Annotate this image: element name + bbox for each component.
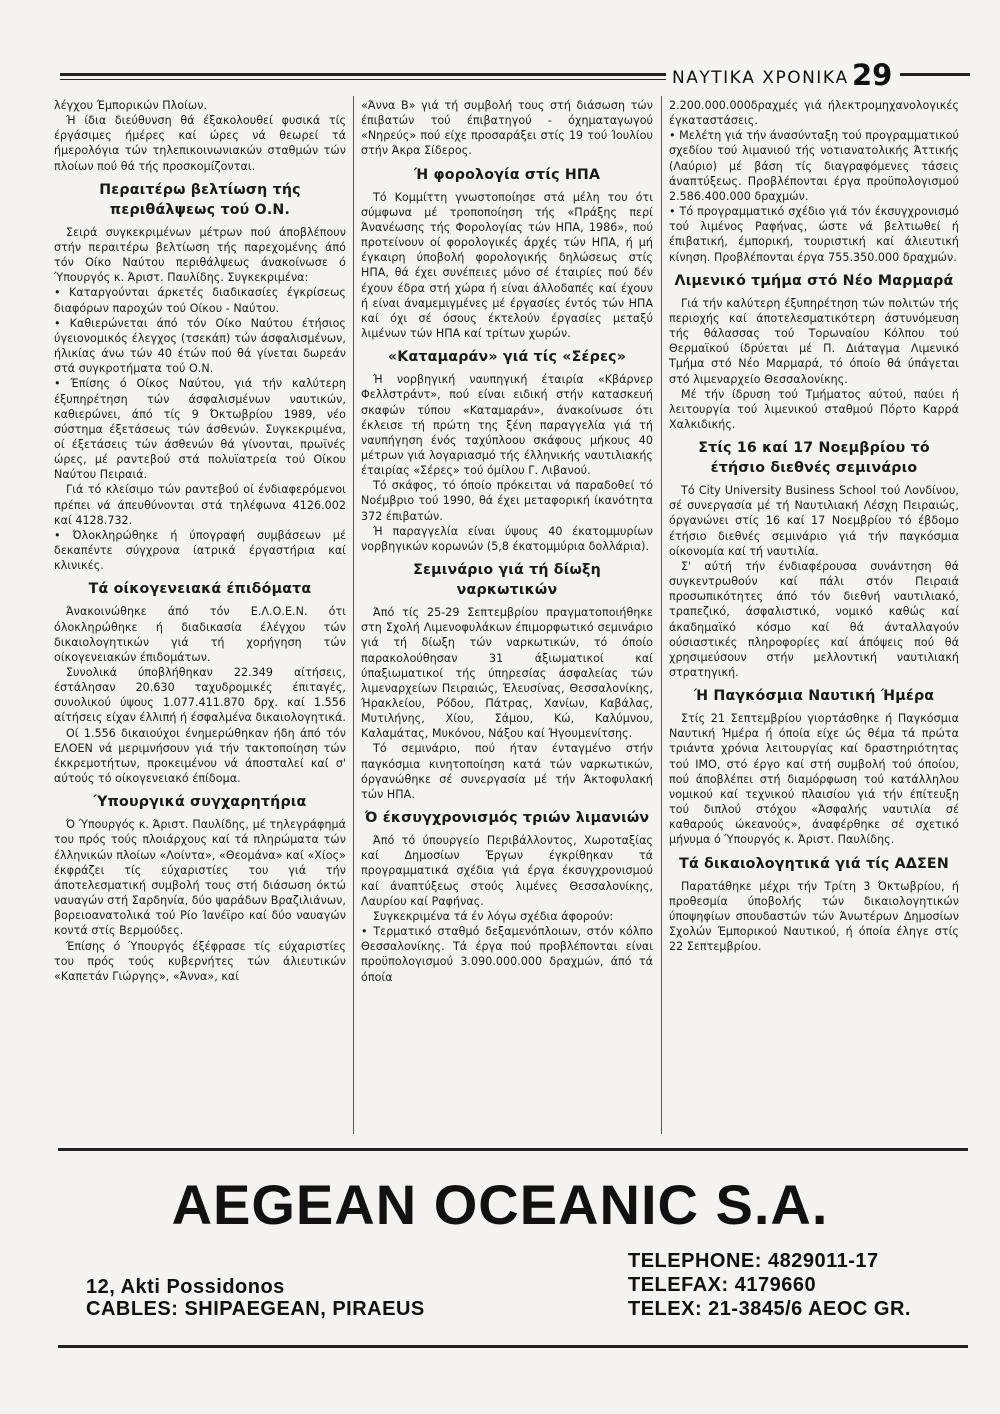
article-column-2 <box>361 98 653 1142</box>
paragraph: Τό σκάφος, τό όποίο πρόκειται νά παραδοθεί τό Νοέμβριο τού 1990, θά έχει μεταφορική ίκανότητα 372 έπιβατών. <box>361 479 653 523</box>
section-heading: Στίς 16 καί 17 Νοεμβρίου τό έτήσιο διεθνές σεμινάριο <box>698 440 930 477</box>
section-heading: Ή Παγκόσμια Ναυτική Ήμέρα <box>693 688 935 705</box>
ad-bottom-rule <box>58 1345 968 1348</box>
paragraph: Παρατάθηκε μέχρι τήν Τρίτη 3 Όκτωβρίου, ή προθεσμία ύποβολής τών δικαιολογητικών ύποψηφίων σπουδαστών τών Άνωτέρων Δημοσίων Σχολών Έμπορικού Ναυτικού, ή όποία έληγε στίς 22 Σεπτεμβρίου. <box>669 879 959 954</box>
paragraph: Συνολικά ύποβλήθηκαν 22.349 αίτήσεις, έστάλησαν 20.630 ταχυδρομικές έπιταγές, συνολικού ύψους 1.077.411.870 δρχ. καί 1.556 αίτήσεις είχαν έλλιπή ή έσφαλμένα δικαιολογητικά. <box>54 666 346 725</box>
bullet-paragraph: • Τερματικό σταθμό δεξαμενόπλοιων, στόν κόλπο Θεσσαλονίκης. Τά έργα πού προβλέπονται είναι προϋπολογισμού 3.090.000.000 δραχμών, άπό τά όποία <box>361 925 653 984</box>
paragraph: Σειρά συγκεκριμένων μέτρων πού άποβλέπουν στήν περαιτέρω βελτίωση τής παρεχομένης άπό τόν Οίκο Ναύτου περιθάλψεως άνακοίνωσε ό Ύπουργός κ. Άριστ. Παυλίδης. Συγκεκριμένα: <box>54 225 346 285</box>
paragraph: Άνακοινώθηκε άπό τόν Ε.Λ.Ο.Ε.Ν. ότι όλοκληρώθηκε ή διαδικασία έλέγχου τών δικαιολογητικών γιά τή χορήγηση τών οίκογενειακών έπιδομάτων. <box>54 605 346 664</box>
bullet-paragraph: • Μελέτη γιά τήν άνασύνταξη τού προγραμματικού σχεδίου τού λιμανιού τής νοτιανατολικής Άττικής (Λαύριο) μέ βάση τίς διαγραφόμενες τάσεις άναπτύξεως. Προβλέπονται έργα προϋπολογισμού 2.586.400.000 δραχμών. <box>669 129 959 203</box>
paragraph: Τό City University Business School τού Λονδίνου, σέ συνεργασία μέ τή Ναυτιλιακή Λέσχη Πειραιώς, όργανώνει στίς 16 καί 17 Νοεμβρίου τό έβδομο έτήσιο διεθνές σεμινάριο γιά τήν παγκόσμια οίκονομία καί τή ναυτιλία. <box>669 484 959 558</box>
section-heading: Λιμενικό τμήμα στό Νέο Μαρμαρά <box>674 272 954 289</box>
masthead-rule-right <box>900 73 970 76</box>
paragraph: Ή παραγγελία είναι ύψους 40 έκατομμυρίων νορβηγικών κορωνών (5,8 έκατομμύρια δολλάρια). <box>361 524 653 553</box>
bullet-paragraph: • Όλοκληρώθηκε ή ύπογραφή συμβάσεων μέ δεκαπέντε σύγχρονα ίατρικά έργαστήρια καί κλινικές. <box>54 528 346 573</box>
section-heading: Ύπουργικά συγχαρητήρια <box>93 794 307 811</box>
masthead-rule-left <box>60 73 666 76</box>
page-number: 29 <box>852 58 893 92</box>
paragraph: λέγχου Έμπορικών Πλοίων. <box>54 99 208 112</box>
paragraph: Ό Ύπουργός κ. Άριστ. Παυλίδης, μέ τηλεγράφημά του πρός τούς πλοιάρχους καί τά πληρώματα τών έλληνικών πλοίων «Λοίντα», «Θεομάνα» καί «Χίος» έκφράζει τίς εύχαριστίες του γιά τήν άποτελεσματική συμβολή τους στή διάσωση όκτώ ναυαγών στή Σαρδηνία, δύο ψαράδων Βραζιλιάνων, βορειοανατολικά τού Ρίο Ίανέϊρο καί δύο ναυαγών κοντά στίς Βερμούδες. <box>54 818 346 938</box>
masthead-rule-left-thin <box>60 79 666 80</box>
section-heading: Σεμινάριο γιά τή δίωξη ναρκωτικών <box>413 562 601 599</box>
bullet-paragraph: • Καταργούνται άρκετές διαδικασίες έγκρίσεως διαφόρων παροχών τού Οίκου - Ναύτου. <box>54 286 346 315</box>
paragraph: 2.200.000.000δραχμές γιά ήλεκτρομηχανολογικές έγκαταστάσεις. <box>669 99 959 128</box>
ad-telex: TELEX: 21-3845/6 AEOC GR. <box>628 1298 911 1320</box>
paragraph: Έπίσης ό Ύπουργός έξέφρασε τίς εύχαριστίες του πρός τούς κυβερνήτες τών άλιευτικών «Καπετάν Γιώργης», «Άννα», καί <box>54 939 346 983</box>
bullet-paragraph: • Τό προγραμματικό σχέδιο γιά τόν έκσυγχρονισμό τού λιμένος Ραφήνας, ώστε νά βελτιωθεί ή έπιβατική, έμπορική, τουριστική καί άλιευτική κίνηση. Προβλέπονται έργα 755.350.000 δραχμών. <box>669 205 959 264</box>
ad-cables: CABLES: SHIPAEGEAN, PIRAEUS <box>86 1298 425 1320</box>
article-column-3 <box>669 98 959 1142</box>
paragraph: Συγκεκριμένα τά έν λόγω σχέδια άφορούν: <box>373 909 614 923</box>
column-divider-1 <box>353 96 354 1134</box>
ad-address: 12, Akti Possidonos <box>86 1276 285 1298</box>
paragraph: Γιά τήν καλύτερη έξυπηρέτηση τών πολιτών τής περιοχής καί άποτελεσματικότερη άστυνόμευση τής θάλασσας τού Τορωναίου Κόλπου τού Θερμαϊκού ίδρύεται μέ Π. Διάταγμα Λιμενικό Τμήμα στό Νέο Μαρμαρά, τό όποίο θά ύπάγεται στό λιμεναρχείο Θεσσαλονίκης. <box>669 296 959 386</box>
paragraph: Μέ τήν ίδρυση τού Τμήματος αύτού, παύει ή λειτουργία τού λιμενικού σταθμού Πόρτο Καρρά Χαλκιδικής. <box>669 387 959 431</box>
paragraph: Στίς 21 Σεπτεμβρίου γιορτάσθηκε ή Παγκόσμια Ναυτική Ήμέρα ή όποία είχε ώς θέμα τά πρώτα τριάντα χρόνια λειτουργίας καί δραστηριότητας τού ΙΜΟ, στό έργο καί στή συμβολή τού όποίου, πού άποβλέπει στή διαμόρφωση τού κατάλληλου νομικού καί τεχνικού πλαισίου γιά τήν έπίτευξη τού διπλού στόχου «Άσφαλής ναυτιλία σέ καθαρούς ώκεανούς», άναφέρθηκε σέ σχετικό μήνυμα ό Ύπουργός κ. Άριστ. Παυλίδης. <box>669 712 959 847</box>
paragraph: Σ' αύτή τήν ένδιαφέρουσα συνάντηση θά συγκεντρωθούν καί πάλι στόν Πειραιά προσωπικότητες άπό τόν διεθνή ναυτιλιακό, τραπεζικό, άσφαλιστικό, νομικό καθώς καί άκαδημαϊκό κόσμο καί θά άνταλλαγούν ούσιαστικές πληροφορίες καί άπόψεις πού θά χρησιμεύσουν στήν μελλοντική ναυτιλιακή στρατηγική. <box>669 559 959 679</box>
paragraph: Ή νορβηγική ναυπηγική έταιρία «Κβάρνερ Φελλστράντ», πού είναι ειδική στήν κατασκευή σκαφών τύπου «Καταμαράν», άνακοίνωσε ότι έκλεισε τή πρώτη της ξένη παραγγελία γιά τή ναυπήγηση ένός ταχύπλοου σκάφους μήκους 40 μέτρων γιά λογαριασμό τής έλληνικής ναυτιλιακής έταιρίας «Σέρες» τού όμίλου Γ. Λιβανού. <box>361 373 653 478</box>
ad-telefax: TELEFAX: 4179660 <box>628 1274 817 1296</box>
publication-title: ΝΑΥΤΙΚΑ ΧΡΟΝΙΚΑ <box>672 68 849 88</box>
ad-telephone: TELEPHONE: 4829011-17 <box>628 1250 879 1272</box>
article-column-1 <box>54 98 346 1142</box>
bullet-paragraph: • Καθιερώνεται άπό τόν Οίκο Ναύτου έτήσιος ύγειονομικός έλεγχος (τσεκάπ) τών άσφαλισμένων, ήλικίας άνω τών 40 έτών πού θά γίνεται δωρεάν στά συγκροτήματα τού Ο.Ν. <box>54 316 346 376</box>
paragraph: Τό σεμινάριο, πού ήταν ένταγμένο στήν παγκόσμια κινητοποίηση κατά τών ναρκωτικών, όργανώθηκε σέ συνεργασία μέ τήν Άκτοφυλακή τών ΗΠΑ. <box>361 742 653 801</box>
paragraph: Άπό τό ύπουργείο Περιβάλλοντος, Χωροταξίας καί Δημοσίων Έργων έγκρίθηκαν τά προγραμματικά σχέδια γιά έργα έκσυγχρονισμού καί άναπτύξεως στούς λιμένες Θεσσαλονίκης, Λαυρίου καί Ραφήνας. <box>361 834 653 908</box>
paragraph: Τό Κομμίττη γνωστοποίησε στά μέλη του ότι σύμφωνα μέ τροποποίηση τής «Πράξης περί Άνανέωσης τής Φορολογίας τών ΗΠΑ, 1986», πού προτείνουν οί φορολογικές άρχές τών ΗΠΑ, ή μή έγκαιρη ύποβολή φορολογικής δηλώσεως στίς ΗΠΑ, θά έχει συνέπειες μόνο σέ έταιρίες πού δέν έχουν έδρα στή χώρα ή είναι άλλοδαπές καί έχουν ή είναι άναμεμιγμένες μέ έργασίες έντός τών ΗΠΑ καί όχι σέ όσους έκτελούν έργασίες μεταξύ λιμένων τών ΗΠΑ καί τρίτων χωρών. <box>361 190 653 341</box>
section-heading: Ή φορολογία στίς ΗΠΑ <box>413 166 601 183</box>
paragraph: Οί 1.556 δικαιούχοι ένημερώθηκαν ήδη άπό τόν ΕΛΟΕΝ νά μεριμνήσουν γιά τήν τακτοποίηση τών έκκρεμοτήτων, προκειμένου νά άποσταλεί καί σ' αύτούς τό οίκογενειακό έπίδομα. <box>54 726 346 786</box>
section-heading: Τά δικαιολογητικά γιά τίς ΑΔΣΕΝ <box>679 855 949 872</box>
paragraph: Ή ίδια διεύθυνση θά έξακολουθεί φυσικά τίς έργάσιμες ήμέρες καί ώρες νά θεωρεί τά ήμερολόγια τών τηλεπικοινωνιακών σταθμών τών πλοίων πού θά τής προσκομίζονται. <box>54 114 346 173</box>
column-divider-2 <box>661 96 662 1134</box>
ad-company-name: AEGEAN OCEANIC S.A. <box>171 1173 829 1236</box>
section-heading: Τά οίκογενειακά έπιδόματα <box>88 581 312 598</box>
bullet-paragraph: • Έπίσης ό Οίκος Ναύτου, γιά τήν καλύτερη έξυπηρέτηση τών άσφαλισμένων ναυτικών, καθιερώνει, άπό τίς 9 Όκτωβρίου 1989, νέο σύστημα έξετάσεως τών άσθενών. Συγκεκριμένα, οί έξετάσεις τών άσθενών θά γίνονται, πρωϊνές ώρες, μέ ραντεβού στά πολυϊατρεία τού Οίκου Ναύτου Πειραιά. <box>54 377 346 482</box>
ad-top-rule <box>58 1148 968 1151</box>
paragraph: Άπό τίς 25-29 Σεπτεμβρίου πραγματοποιήθηκε στη Σχολή Λιμενοφυλάκων έπιμορφωτικό σεμινάριο γιά τή δίωξη τών ναρκωτικών, τό όποίο παρακολούθησαν 31 άξιωματικοί καί ύπαξιωματικοί τής ύπηρεσίας άσφαλείας τών λιμεναρχείων Πειραιώς, Έλευσίνας, Θεσσαλονίκης, Ήρακλείου, Ρόδου, Πάτρας, Χανίων, Καβάλας, Μυτιλήνης, Χίου, Σάμου, Κώ, Καλύμνου, Καλαμάτας, Μυκόνου, Νάξου καί Ήγουμενίτσης. <box>361 606 653 741</box>
section-heading: Περαιτέρω βελτίωση τής περιθάλψεως τού Ο.Ν. <box>99 181 301 218</box>
section-heading: Ό έκσυγχρονισμός τριών λιμανιών <box>364 810 650 827</box>
paragraph: Γιά τό κλείσιμο τών ραντεβού οί ένδιαφερόμενοι πρέπει νά άπευθύνονται στά τηλέφωνα 4126.002 καί 4128.732. <box>54 483 346 527</box>
section-heading: «Καταμαράν» γιά τίς «Σέρες» <box>387 349 627 366</box>
paragraph: «Άννα Β» γιά τή συμβολή τους στή διάσωση τών έπιβατών τού έπιβατηγού - όχηματαγωγού «Νηρεύς» πού είχε προσαράξει στίς 19 τού Ίουλίου στήν Άκρα Σίδερος. <box>361 99 653 158</box>
